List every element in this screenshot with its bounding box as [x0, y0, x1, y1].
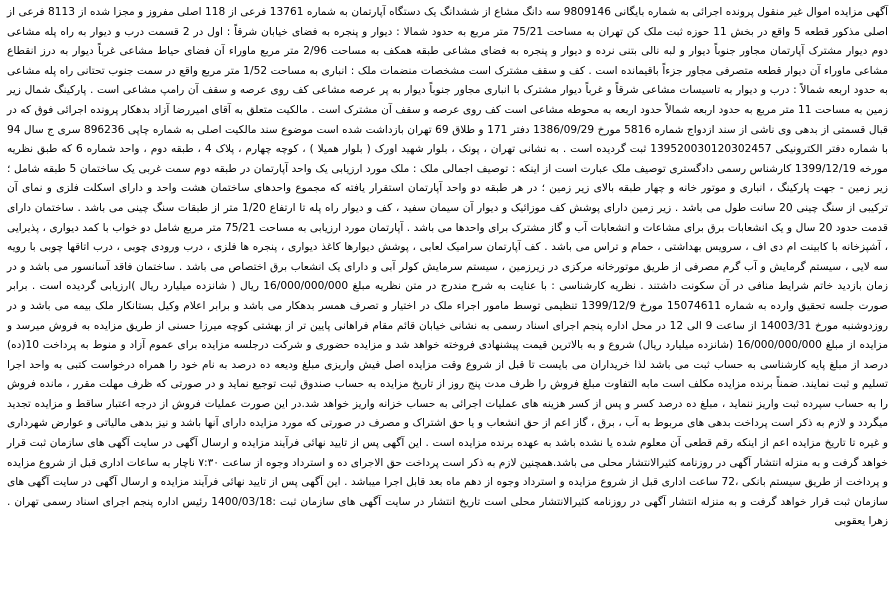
notice-body-text: آگهی مزایده اموال غیر منقول پرونده اجرائی به شماره بایگانی 9809146 سه دانگ مشاع از ششدانگ یک دستگاه آپارتمان به شماره 13761 فرعی از 118 اصلی مفروز و مجزا شده از 8113 فرعی از اصلی مذکور قطعه 5 واقع در بخش 11 حوزه ثبت ملک کن تهران به مساحت 75/21 متر مربع به حدود شمالا : دیوار و پنجره به فضای خیابان شرقاً : اول در 2 قسمت درب و دیوار به راه پله مشاعی دوم دیوار مشترک آپارتمان مجاور جنوباً دیوار و لبه نالی بتنی نرده و دیوار و پنجره به فضای مشاعی طبقه همکف به مساحت 2/96 متر مربع ماوراء آن فضای حیاط مشاعی غرباً دیوار به درز انقطاع مشاعی ماوراء آن دیوار قطعه متصرفی مجاور جزءاً باقیمانده است . کف و سقف مشترک است مشخصات منضمات ملک : انباری به مساحت 1/52 متر مربع واقع در سمت جنوب تحتانی راه پله مشاعی به حدود اربعه شمالاً : درب و دیوار به تاسیسات مشاعی شرقاً و غرباً دیوار مشترک با انباری مجاور جنوباً دیوار به پر عرصه مشاعی کف روی عرصه و سقف آن رامپ مشاعی است . پارکینگ شمال زیر زمین به مساحت 11 متر مربع به حدود اربعه شمالاً حدود اربعه به محوطه مشاعی است کف روی عرصه و سقف آن مشترک است . مالکیت متعلق به آقای امیررضا آزاد بدهکار پرونده اجرائی فوق که در قبال قسمتی از بدهی وی ناشی از سند ازدواج شماره 5816 مورخ 1386/09/29 دفتر 171 و طلاق 69 تهران بازداشت شده است موضوع سند مالکیت اصلی به شماره چاپی 896236 سری ج سال 94 با شماره دفتر الکترونیکی 139520030120302457 ثبت گردیده است . به نشانی تهران ، پونک ، بلوار شهید اورک ( بلوار همیلا ) ، کوچه چهارم ، پلاک 4 ، طبقه دوم ، واحد شماره 6 که طبق نظریه مورخه 1399/12/19 کارشناس رسمی دادگستری توصیف ملک عبارت است از اینکه : توصیف اجمالی ملک : ملک مورد ارزیابی یک واحد آپارتمان در طبقه دوم سمت غربی یک ساختمان 5 طبقه شامل ؛ زیر زمین - جهت پارکینگ ، انباری و موتور خانه و چهار طبقه بالای زیر زمین ؛ در هر طبقه دو واحد آپارتمان استقرار یافته که مجموع واحدهای ساختمان هشت واحد و دارای اسکلت فلزی و نمای آن ترکیبی از سنگ چینی 20 سانت طول می باشد . زیر زمین دارای پوشش کف موزائیک و دیوار آن سیمان سفید ، کف و دیوار راه پله تا ارتفاع 1/20 متر از طبقات سنگ چینی می باشد . ساختمان دارای قدمت حدود 20 سال و یک انشعابات برق برای مشاعات و انشعابات آب و گاز مشترک برای واحدها می باشد . آپارتمان مورد ارزیابی به مساحت 75/21 متر مربع شامل دو خواب با کمد دیواری ، پذیرایی ، آشپزخانه با کابینت ام دی اف ، سرویس بهداشتی ، حمام و تراس می باشد . کف آپارتمان سرامیک لعابی ، پوشش دیوارها کاغذ دیواری ، پنجره ها فلزی ، درب ورودی چوبی ، درب اتاقها چوبی با رویه سه لایی ، سیستم گرمایش و آب گرم مصرفی از طریق موتورخانه مرکزی در زیرزمین ، سیستم سرمایش کولر آبی و دارای یک انشعاب برق اختصاص می باشد . ساختمان فاقد آسانسور می باشد و در زمان بازدید خاتم شرایط منافی در آن سکونت داشتند . نظریه کارشناسی : با عنایت به شرح مندرج در متن نظریه مبلغ 16/000/000/000 ریال ( شانزده میلیارد ریال )ارزیابی گردیده است . برابر صورت جلسه تحقیق وارده به شماره 15074611 مورخ 1399/12/9 تنظیمی توسط مامور اجراء ملک در اختیار و تصرف همسر بدهکار می باشد و برابر اعلام وکیل بستانکار ملک بیمه می باشد و در روزدوشنبه مورخ 14003/31 از ساعت 9 الی 12 در محل اداره پنجم اجرای اسناد رسمی به نشانی خیابان قائم مقام فراهانی پایین تر از بهشتی کوچه میرزا حسنی از طریق مزایده به فروش میرسد و مزایده از مبلغ 16/000/000/000 (شانزده میلیارد ریال) شروع و به بالاترین قیمت پیشنهادی فروخته خواهد شد و مزایده حضوری و شرکت درجلسه مزایده برای عموم آزاد و منوط به پرداخت 10(ده) درصد از مبلغ پایه کارشناسی به حساب ثبت می باشد لذا خریداران می بایست تا قبل از شروع وقت مزایده اصل فیش واریزی مبلغ ودیعه ده درصد به نام خود را همراه درخواست کتبی به واحد اجرا تسلیم و ثبت نمایند. ضمناً برنده مزایده مکلف است مابه التفاوت مبلغ فروش را ظرف مدت پنج روز از تاریخ مزایده به حساب صندوق ثبت توجیع نماید و در صورتی که ظرف مهلت مقرر ، مانده فروش را به حساب سپرده ثبت واریز ننماید ، مبلغ ده درصد کسر و پس از کسر هزینه های عملیات اجرائی به حساب خزانه واریز خواهد شد.در این صورت عملیات فروش از درجه اعتبار ساقط و مزایده تجدید میگردد و لازم به ذکر است پرداخت بدهی های مربوط به آب ، برق ، گاز اعم از حق انشعاب و یا حق اشتراک و مصرف در صورتی که مورد مزایده دارای آنها باشد و نیز بدهی مالیاتی و عوارض شهرداری و غیره تا تاریخ مزایده اعم از اینکه رقم قطعی آن معلوم شده یا نشده باشد به عهده برنده مزایده است . این آگهی پس از تایید نهائی فرآیند مزایده و ارسال آگهی در سایت آگهی های سازمان ثبت قرار خواهد گرفت و به منزله انتشار آگهی در روزنامه کثیرالانتشار محلی می باشد.همچنین لازم به ذکر است پرداخت حق الاجرای ده و استرداد وجوه از ساعت ۷:۳۰ ناچار به ساعات اداری قبل از شروع مزایده و پرداخت از طریق سیستم بانکی ،72 ساعت اداری قبل از شروع مزایده و استرداد وجوه از دهم ماه بعد قابل اجرا میباشد . این آگهی پس از تایید نهائی فرآیند مزایده و ارسال آگهی در سایت آگهی های سازمان ثبت قرار خواهد گرفت و به منزله انتشار آگهی در روزنامه کثیرالانتشار محلی است تاریخ انتشار در سایت آگهی های سازمان ثبت :1400/03/18 رئیس اداره پنجم اجرای اسناد رسمی تهران . زهرا یعقوبی — [7, 6, 889, 528]
